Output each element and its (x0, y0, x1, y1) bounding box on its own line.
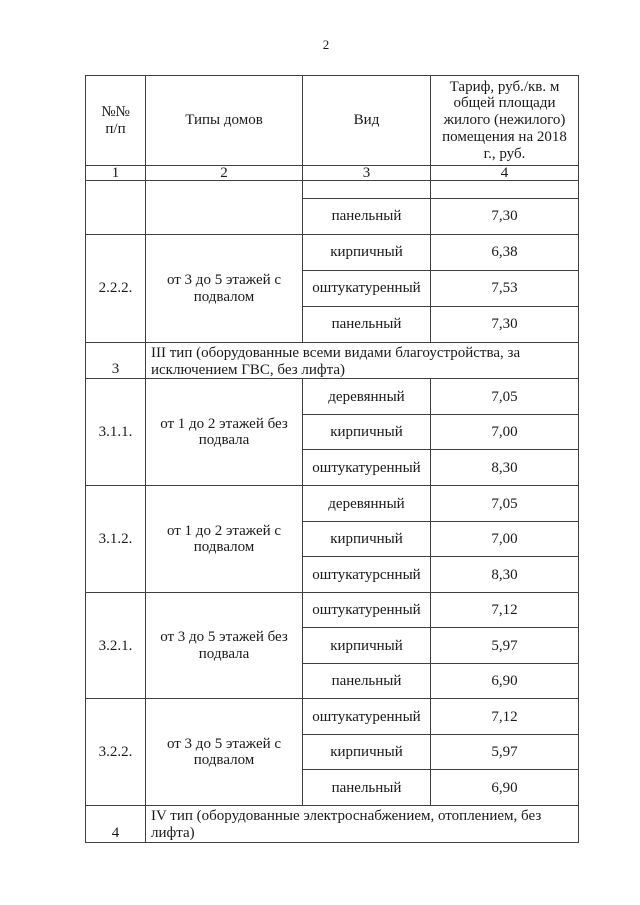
tariff-cell: 7,00 (431, 522, 579, 557)
tariff-cell: 5,97 (431, 735, 579, 770)
column-number-cell: 4 (431, 166, 579, 181)
kind-cell: кирпичный (303, 415, 431, 450)
tariff-cell: 7,05 (431, 379, 579, 415)
kind-cell: оштукатуренный (303, 699, 431, 735)
section-number-cell: 4 (86, 806, 146, 843)
tariff-cell: 7,05 (431, 486, 579, 522)
kind-cell: кирпичный (303, 735, 431, 770)
tariff-cell: 7,30 (431, 199, 579, 235)
page-number: 2 (322, 37, 330, 52)
group-row (86, 486, 579, 522)
tariff-cell: 8,30 (431, 450, 579, 486)
kind-cell: деревянный (303, 486, 431, 522)
carryover-blank-kind-cell (303, 181, 431, 199)
tariff-cell: 5,97 (431, 628, 579, 664)
kind-cell: панельный (303, 770, 431, 806)
group-row (86, 699, 579, 735)
column-number-cell: 1 (86, 166, 146, 181)
group-number-cell: 3.2.1. (86, 593, 146, 699)
tariff-cell: 7,30 (431, 307, 579, 343)
column-numbers-row (86, 166, 579, 181)
tariff-cell: 7,00 (431, 415, 579, 450)
carryover-blank-tariff-cell (431, 181, 579, 199)
kind-cell: оштукатуренный (303, 271, 431, 307)
tariff-cell: 6,38 (431, 235, 579, 271)
column-number-cell: 2 (146, 166, 303, 181)
carryover-number-cell (86, 181, 146, 235)
group-number-cell: 2.2.2. (86, 235, 146, 343)
kind-cell: оштукатурснный (303, 557, 431, 593)
group-number-cell: 3.1.1. (86, 379, 146, 486)
kind-cell: оштукатуренный (303, 450, 431, 486)
section-title-cell: IV тип (оборудованные электроснабжением, отоплением, без лифта) (146, 806, 579, 843)
kind-cell: кирпичный (303, 235, 431, 271)
header-number-cell (86, 76, 146, 166)
house-type-cell: от 3 до 5 этажей с подвалом (146, 699, 303, 806)
kind-cell: панельный (303, 664, 431, 699)
group-row (86, 593, 579, 628)
kind-cell: кирпичный (303, 522, 431, 557)
header-row (86, 76, 579, 166)
tariff-cell: 6,90 (431, 770, 579, 806)
header-number-label: №№ п/п (101, 103, 130, 137)
section-title-cell: III тип (оборудованные всеми видами благоустройства, за исключением ГВС, без лифта) (146, 343, 579, 379)
section-row (86, 806, 579, 843)
kind-cell: панельный (303, 199, 431, 235)
section-number-cell: 3 (86, 343, 146, 379)
tariff-cell: 7,53 (431, 271, 579, 307)
kind-cell: панельный (303, 307, 431, 343)
house-type-cell: от 3 до 5 этажей без подвала (146, 593, 303, 699)
header-tariff-cell: Тариф, руб./кв. м общей площади жилого (нежилого) помещения на 2018 г., руб. (431, 76, 579, 166)
header-kind-cell: Вид (303, 76, 431, 166)
tariff-cell: 6,90 (431, 664, 579, 699)
kind-cell: деревянный (303, 379, 431, 415)
section-row (86, 343, 579, 379)
carryover-blank-row (86, 181, 579, 199)
group-row (86, 235, 579, 271)
house-type-cell: от 1 до 2 этажей с подвалом (146, 486, 303, 593)
kind-cell: кирпичный (303, 628, 431, 664)
tariff-table (85, 75, 579, 843)
header-house-types-cell: Типы домов (146, 76, 303, 166)
group-row (86, 379, 579, 415)
kind-cell: оштукатуренный (303, 593, 431, 628)
house-type-cell: от 1 до 2 этажей без подвала (146, 379, 303, 486)
carryover-house-type-cell (146, 181, 303, 235)
tariff-cell: 8,30 (431, 557, 579, 593)
tariff-cell: 7,12 (431, 699, 579, 735)
house-type-cell: от 3 до 5 этажей с подвалом (146, 235, 303, 343)
tariff-cell: 7,12 (431, 593, 579, 628)
group-number-cell: 3.1.2. (86, 486, 146, 593)
group-number-cell: 3.2.2. (86, 699, 146, 806)
column-number-cell: 3 (303, 166, 431, 181)
